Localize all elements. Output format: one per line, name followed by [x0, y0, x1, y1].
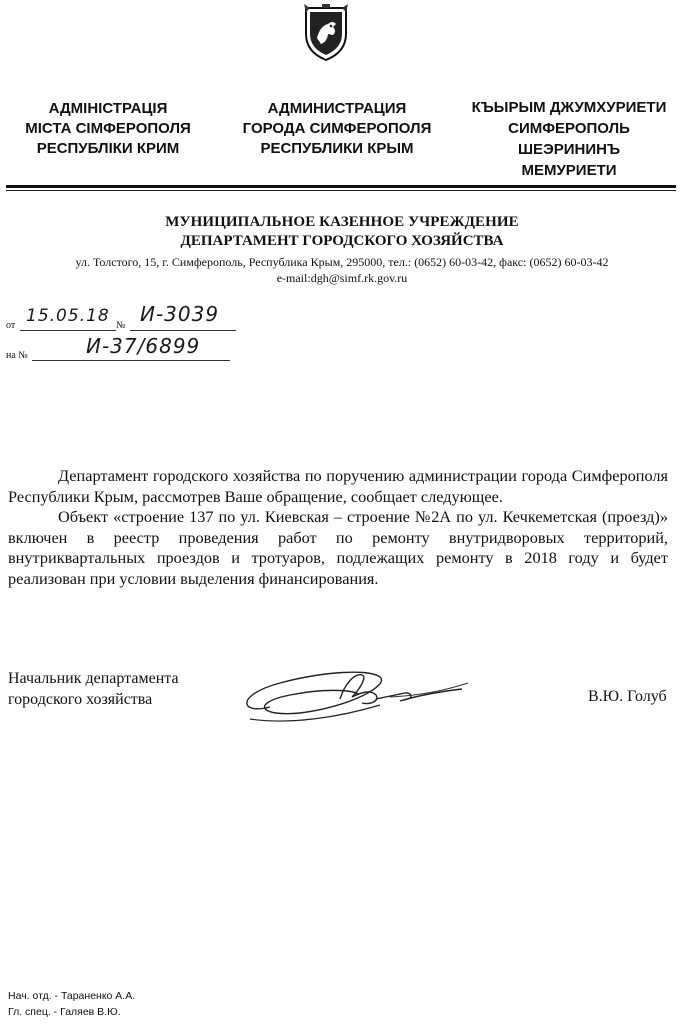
header-russian-line: РЕСПУБЛИКИ КРЫМ — [260, 140, 414, 157]
header-crimean-tatar-line: ШЕЭРИНИНЪ — [517, 141, 621, 158]
in-reply-label: на № — [6, 350, 28, 361]
signatory-title-line: городского хозяйства — [8, 691, 153, 708]
header-russian-line: ГОРОДА СИМФЕРОПОЛЯ — [242, 120, 432, 137]
number-label: № — [116, 320, 126, 331]
handwritten-signature — [230, 655, 470, 735]
handwritten-incoming-number: И-37/6899 — [86, 334, 201, 358]
number-underline — [130, 330, 236, 331]
header-crimean-tatar-line: МЕМУРИЕТИ — [521, 162, 617, 179]
signatory-title — [8, 668, 179, 710]
organization-type: МУНИЦИПАЛЬНОЕ КАЗЕННОЕ УЧРЕЖДЕНИЕ — [165, 214, 519, 230]
header-ukrainian-line: АДМІНІСТРАЦІЯ — [48, 100, 168, 117]
body-paragraph-2: Объект «строение 137 по ул. Киевская – строение №2А по ул. Кечкеметская (проезд)» включен в реестр проведения работ по ремонту внутридворовых территорий, внутриквартальных проездов и тротуаров, подлежащих ремонту в 2018 году и будет реализован при условии выделения финансирования. — [8, 507, 668, 588]
signatory-name: В.Ю. Голуб — [588, 688, 667, 705]
header-divider — [6, 185, 676, 188]
handwritten-date: 15.05.18 — [26, 306, 110, 326]
header-russian — [228, 99, 446, 159]
header-ukrainian-line: РЕСПУБЛІКИ КРИМ — [36, 140, 180, 157]
header-divider-thin — [6, 190, 676, 191]
organization-address: ул. Толстого, 15, г. Симферополь, Республика Крым, 295000, тел.: (0652) 60-03-42, факс: (0652) 60-03-42 — [75, 255, 609, 269]
date-label: от — [6, 320, 16, 331]
header-russian-line: АДМИНИСТРАЦИЯ — [267, 100, 407, 117]
crimea-coat-of-arms-icon — [300, 4, 352, 62]
organization-name: ДЕПАРТАМЕНТ ГОРОДСКОГО ХОЗЯЙСТВА — [180, 233, 504, 249]
header-crimean-tatar-line: КЪЫРЫМ ДЖУМХУРИЕТИ — [471, 99, 667, 116]
handwritten-outgoing-number: И-3039 — [140, 302, 220, 326]
header-crimean-tatar-line: СИМФЕРОПОЛЬ — [508, 120, 630, 137]
body-paragraph-1: Департамент городского хозяйства по поручению администрации города Симферополя Республики Крым, рассмотрев Ваше обращение, сообщает следующее. — [8, 466, 668, 506]
header-ukrainian-line: МІСТА СІМФЕРОПОЛЯ — [25, 120, 191, 137]
in-reply-underline — [32, 360, 230, 361]
date-underline — [20, 330, 116, 331]
executor-line: Гл. спец. - Галяев В.Ю. — [8, 1006, 121, 1018]
header-ukrainian — [8, 99, 208, 159]
header-crimean-tatar — [456, 97, 682, 181]
executor-line: Нач. отд. - Тараненко А.А. — [8, 990, 136, 1002]
organization-email: e-mail:dgh@simf.rk.gov.ru — [276, 271, 408, 285]
signatory-title-line: Начальник департамента — [8, 670, 179, 687]
